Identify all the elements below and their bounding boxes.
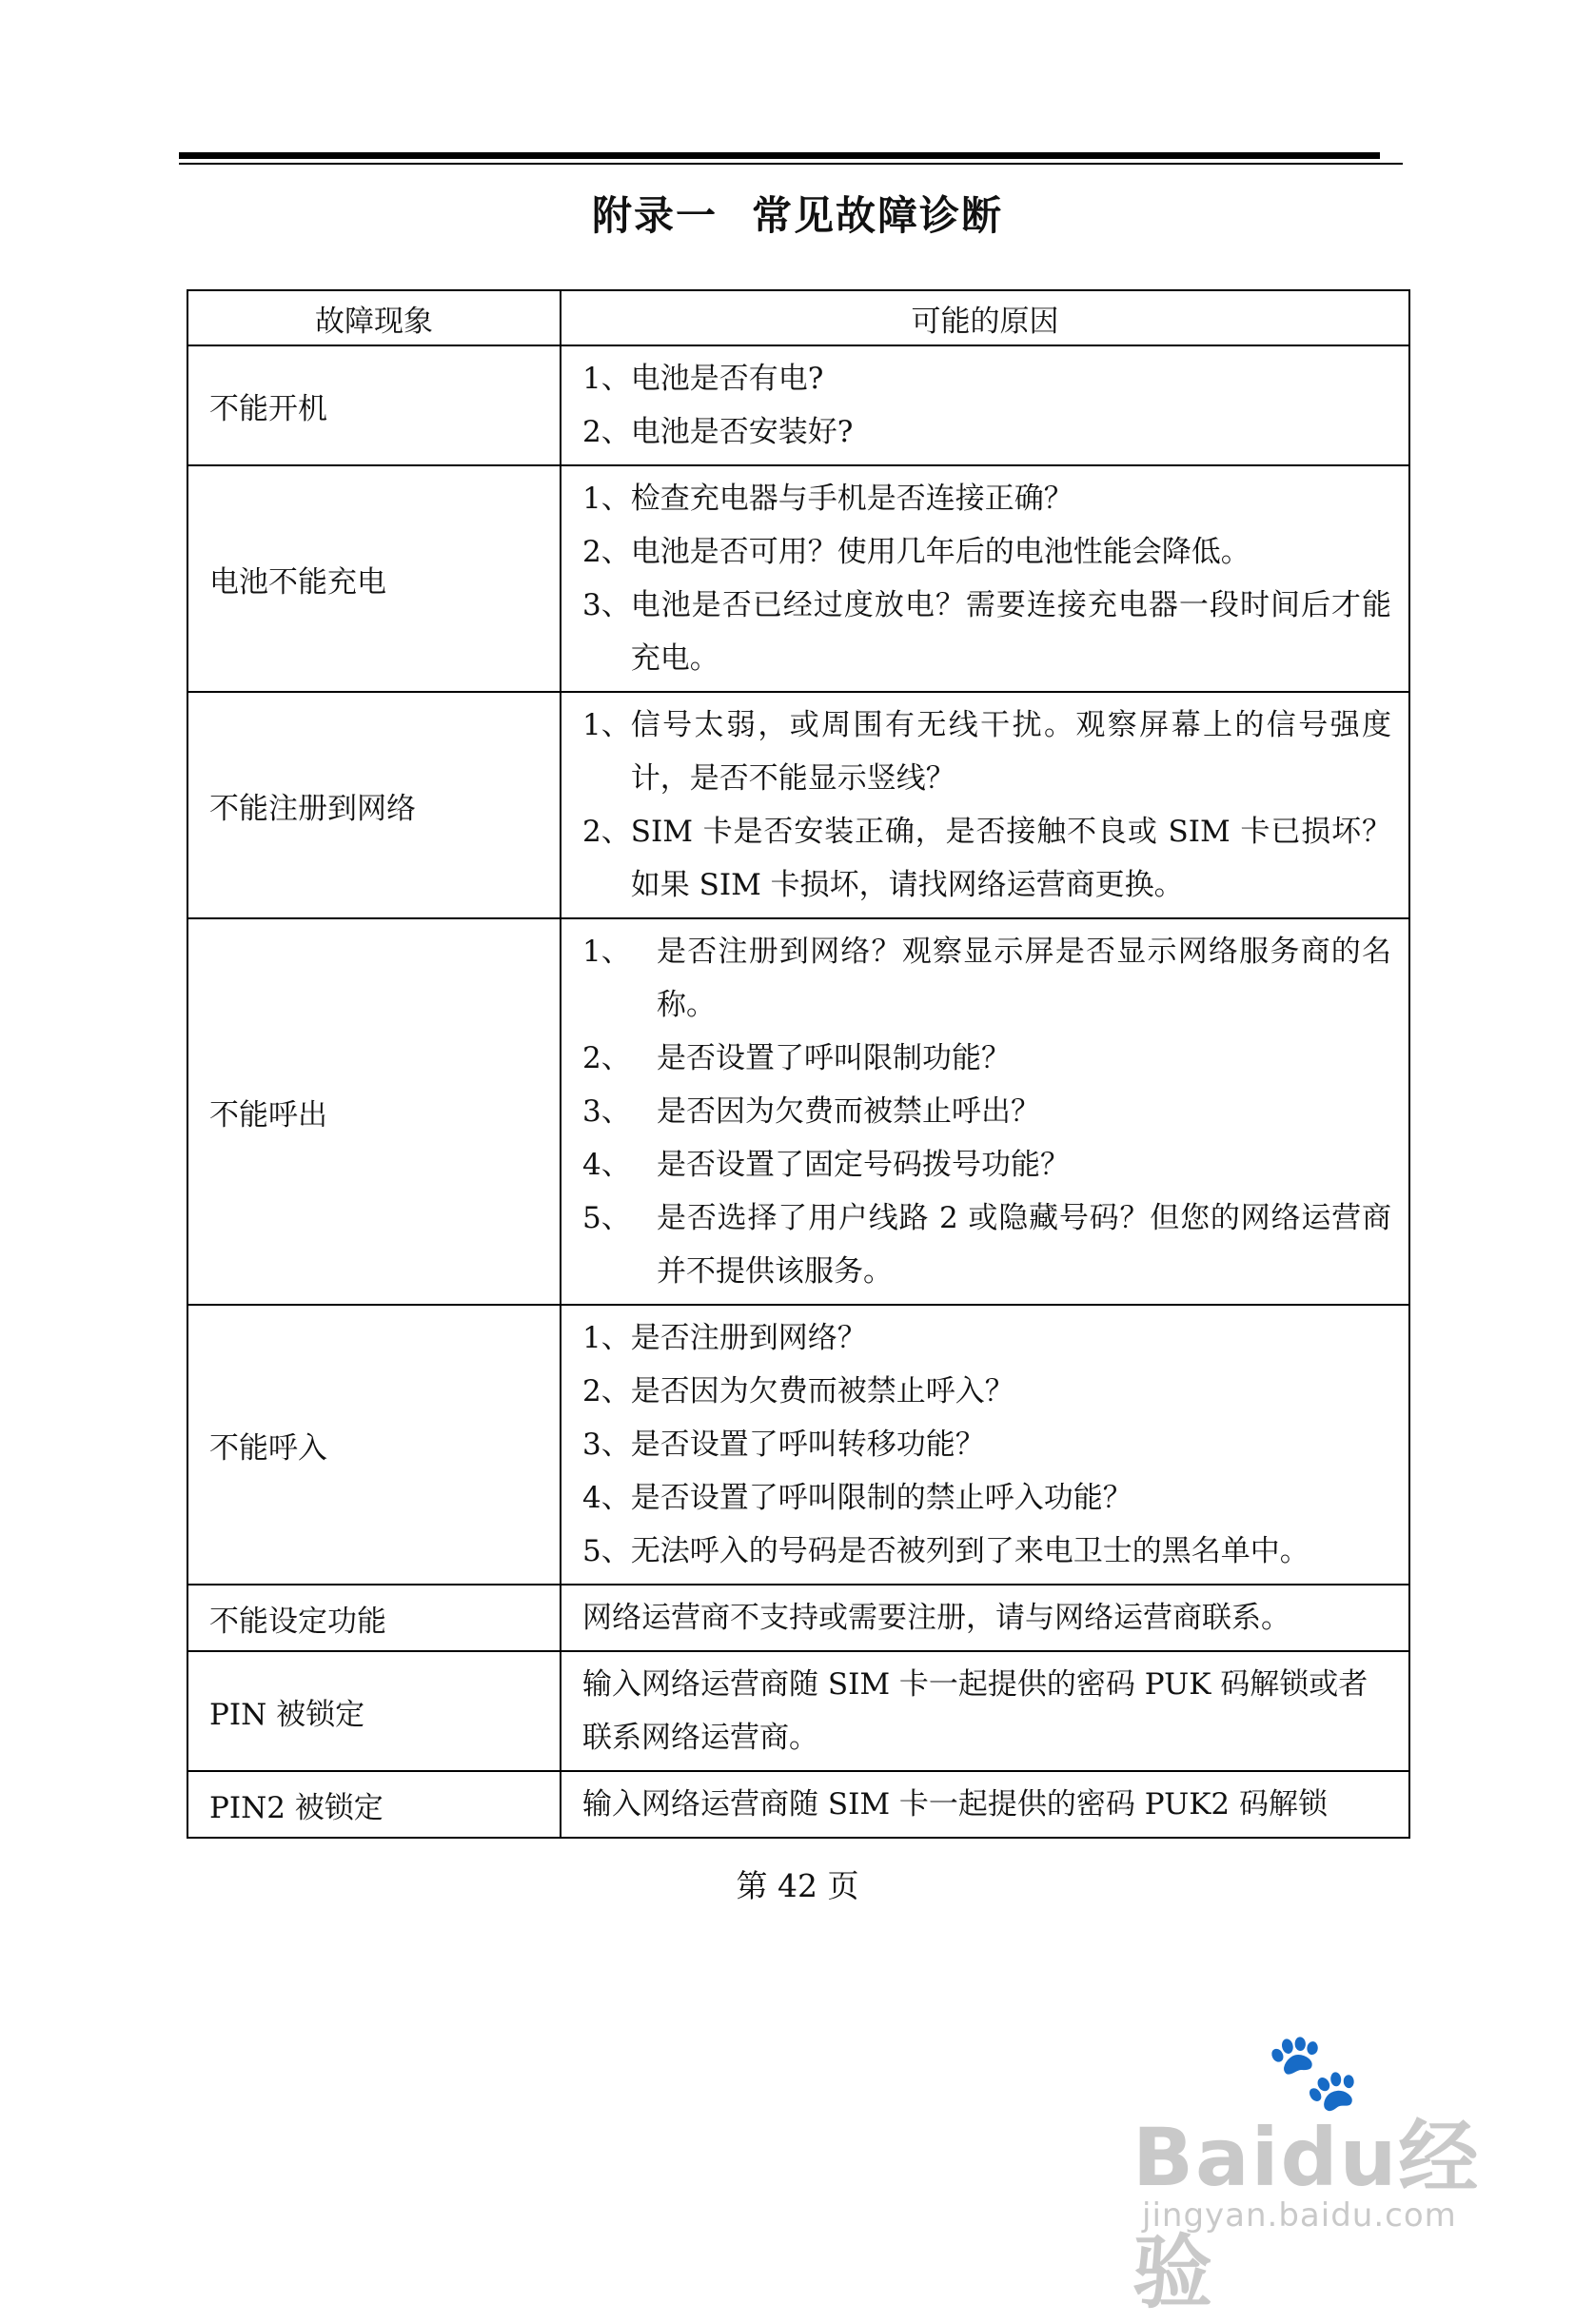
cause-number: 5、 xyxy=(582,1534,631,1568)
cause-item xyxy=(582,1311,1391,1365)
cause-text: 电池是否可用？使用几年后的电池性能会降低。 xyxy=(630,535,1250,569)
causes-cell xyxy=(561,918,1409,1305)
title-heading: 常见故障诊断 xyxy=(752,192,1004,239)
header-rule-thin xyxy=(179,163,1403,165)
cause-text: 是否设置了呼叫限制功能？ xyxy=(657,1041,1011,1075)
causes-cell xyxy=(561,692,1409,918)
table-row xyxy=(187,1305,1409,1585)
table-row xyxy=(187,465,1409,692)
cause-text: 无法呼入的号码是否被列到了来电卫士的黑名单中。 xyxy=(630,1534,1309,1568)
cause-number: 1、 xyxy=(582,482,631,516)
cause-item xyxy=(582,525,1391,579)
causes-cell xyxy=(561,1771,1409,1838)
fault-diagnosis-table xyxy=(187,289,1410,1839)
cause-item xyxy=(582,925,1391,1032)
cause-number: 1、 xyxy=(582,1321,631,1355)
cause-number: 3、 xyxy=(582,1428,631,1462)
cause-text: 是否注册到网络？观察显示屏是否显示网络服务商的名称。 xyxy=(657,935,1391,1022)
cause-text: 是否设置了固定号码拨号功能？ xyxy=(657,1148,1070,1182)
title-appendix: 附录一 xyxy=(591,192,718,239)
table-row xyxy=(187,918,1409,1305)
cause-item xyxy=(582,352,1391,405)
cause-text: 信号太弱，或周围有无线干扰。观察屏幕上的信号强度计，是否不能显示竖线？ xyxy=(630,708,1391,796)
cause-text: 是否选择了用户线路 2 或隐藏号码？但您的网络运营商并不提供该服务。 xyxy=(657,1201,1391,1289)
cause-text: 电池是否有电? xyxy=(630,362,824,396)
cause-number: 4、 xyxy=(582,1481,631,1515)
symptom-cell: 不能呼入 xyxy=(187,1305,561,1585)
symptom-cell: PIN 被锁定 xyxy=(187,1651,561,1771)
causes-cell xyxy=(561,465,1409,692)
page-number: 第 42 页 xyxy=(736,1867,859,1904)
cause-number: 5、 xyxy=(582,1201,631,1235)
cause-item xyxy=(582,1525,1391,1578)
cause-item xyxy=(582,1192,1391,1298)
table-row xyxy=(187,1651,1409,1771)
causes-cell xyxy=(561,1651,1409,1771)
table-row xyxy=(187,1771,1409,1838)
cause-text: 输入网络运营商随 SIM 卡一起提供的密码 PUK 码解锁或者联系网络运营商。 xyxy=(582,1667,1369,1755)
cause-item xyxy=(582,579,1391,685)
table-header-row xyxy=(187,290,1409,345)
causes-cell xyxy=(561,345,1409,465)
header-rule-thick xyxy=(179,152,1380,159)
cause-number: 1、 xyxy=(582,362,631,396)
watermark-url: jingyan.baidu.com xyxy=(1142,2196,1457,2235)
cause-item xyxy=(582,472,1391,525)
symptom-cell: PIN2 被锁定 xyxy=(187,1771,561,1838)
cause-text: 是否注册到网络？ xyxy=(630,1321,867,1355)
cause-text: 电池是否安装好? xyxy=(630,415,854,449)
cause-item xyxy=(582,1138,1391,1192)
symptom-cell: 不能开机 xyxy=(187,345,561,465)
table-row xyxy=(187,1585,1409,1651)
symptom-cell: 不能呼出 xyxy=(187,918,561,1305)
watermark-logo: Baidu经验 xyxy=(1132,2111,1481,2319)
page-title xyxy=(0,185,1595,242)
cause-text: 检查充电器与手机是否连接正确？ xyxy=(630,482,1073,516)
cause-number: 3、 xyxy=(582,588,631,622)
cause-number: 3、 xyxy=(582,1094,631,1129)
causes-cell xyxy=(561,1305,1409,1585)
cause-text: 网络运营商不支持或需要注册，请与网络运营商联系。 xyxy=(582,1601,1290,1635)
cause-number: 2、 xyxy=(582,415,631,449)
cause-text: 电池是否已经过度放电？需要连接充电器一段时间后才能充电。 xyxy=(630,588,1391,676)
baidu-jingyan-watermark xyxy=(1132,2027,1532,2319)
header-symptom: 故障现象 xyxy=(187,290,561,345)
cause-text: 是否因为欠费而被禁止呼入？ xyxy=(630,1374,1014,1408)
table-row xyxy=(187,345,1409,465)
symptom-cell: 不能设定功能 xyxy=(187,1585,561,1651)
cause-item xyxy=(582,1365,1391,1418)
cause-item xyxy=(582,405,1391,459)
cause-item xyxy=(582,1032,1391,1085)
cause-item xyxy=(582,1085,1391,1138)
cause-number: 1、 xyxy=(582,708,631,742)
symptom-cell: 不能注册到网络 xyxy=(187,692,561,918)
cause-number: 2、 xyxy=(582,1041,631,1075)
table-row xyxy=(187,692,1409,918)
symptom-cell: 电池不能充电 xyxy=(187,465,561,692)
cause-text: 输入网络运营商随 SIM 卡一起提供的密码 PUK2 码解锁 xyxy=(582,1787,1328,1822)
cause-item xyxy=(582,699,1391,805)
cause-text: 是否因为欠费而被禁止呼出？ xyxy=(657,1094,1040,1129)
cause-number: 2、 xyxy=(582,535,631,569)
cause-item xyxy=(582,1471,1391,1525)
cause-text: 是否设置了呼叫限制的禁止呼入功能？ xyxy=(630,1481,1132,1515)
cause-number: 4、 xyxy=(582,1148,631,1182)
cause-number: 1、 xyxy=(582,935,631,969)
paw-logo-icon: 🐾 xyxy=(1266,2027,1361,2116)
causes-cell xyxy=(561,1585,1409,1651)
cause-text: SIM 卡是否安装正确，是否接触不良或 SIM 卡已损坏？如果 SIM 卡损坏，请找网络运营商更换。 xyxy=(630,815,1391,902)
header-causes: 可能的原因 xyxy=(561,290,1409,345)
cause-item xyxy=(582,1418,1391,1471)
cause-number: 2、 xyxy=(582,815,631,849)
cause-number: 2、 xyxy=(582,1374,631,1408)
cause-text: 是否设置了呼叫转移功能？ xyxy=(630,1428,985,1462)
cause-item xyxy=(582,805,1391,912)
